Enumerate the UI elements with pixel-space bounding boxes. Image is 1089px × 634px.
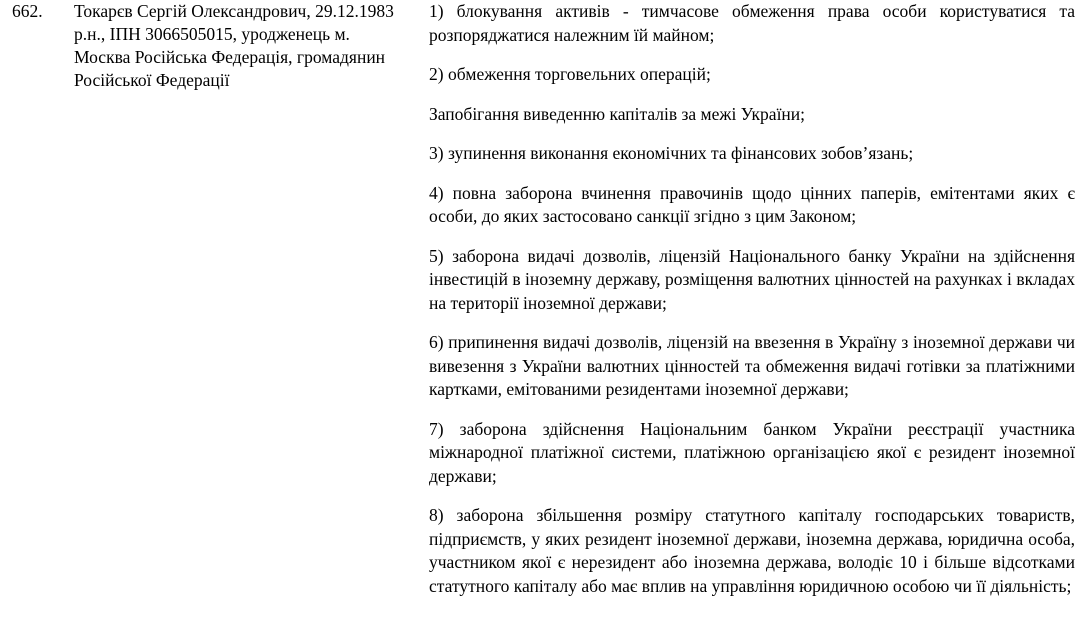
- measure-item: 8) заборона збільшення розміру статутного капіталу господарських товариств, підприємств, у яких резидент іноземної держави, іноземна держава, юридична особа, участником якої є нерезидент або іноземна держава, володіє 10 і більше відсотками статутного капіталу або має вплив на управління юридичною особою чи її діяльність;: [429, 505, 1075, 596]
- entry-number-cell: [0, 0, 74, 23]
- measure-item: 4) повна заборона вчинення правочинів щодо цінних паперів, емітентами яких є особи, до яких застосовано санкції згідно з цим Законом;: [429, 182, 1075, 226]
- measure-item: 3) зупинення виконання економічних та фінансових зобов’язань;: [429, 143, 914, 163]
- entry-number: 662.: [12, 1, 43, 21]
- measure-item: 1) блокування активів - тимчасове обмеження права особи користуватися та розпоряджатися належним їй майном;: [429, 1, 1075, 45]
- measures-cell: [429, 0, 1089, 598]
- measure-item: Запобігання виведенню капіталів за межі України;: [429, 103, 806, 124]
- person-details-text: Токарєв Сергій Олександрович, 29.12.1983 р.н., ІПН 3066505015, уродженець м. Москва Російська Федерація, громадянин Російської Федерації: [74, 1, 394, 90]
- measure-item: 5) заборона видачі дозволів, ліцензій Національного банку України на здійснення інвестицій в іноземну державу, розміщення валютних цінностей на рахунках і вкладах на території іноземної держави;: [429, 245, 1075, 313]
- measure-item: 2) обмеження торговельних операцій;: [429, 64, 711, 84]
- measure-item: 6) припинення видачі дозволів, ліцензій на ввезення в Україну з іноземної держави чи вивезення з України валютних цінностей та обмеження видачі готівки за платіжними картками, емітованими резидентами іноземної держави;: [429, 332, 1075, 399]
- person-details-cell: [74, 0, 429, 92]
- measure-item: 7) заборона здійснення Національним банком України реєстрації участника міжнародної платіжної системи, платіжною організацією якої є резидент іноземної держави;: [429, 418, 1075, 486]
